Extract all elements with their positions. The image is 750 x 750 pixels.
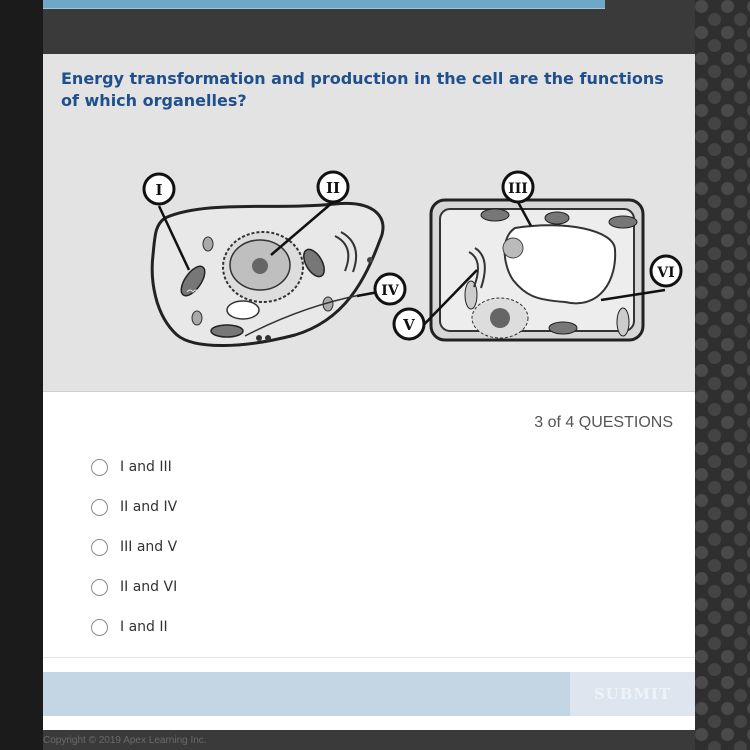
radio-button[interactable]	[91, 619, 108, 636]
label-i	[144, 174, 174, 204]
answer-option[interactable]	[91, 487, 177, 527]
svg-text:II: II	[325, 179, 341, 197]
svg-text:VI: VI	[657, 265, 675, 281]
cell-diagram	[95, 170, 675, 350]
top-progress-bar	[43, 0, 605, 9]
answer-option-label: I and III	[120, 459, 172, 475]
patterned-background	[695, 0, 750, 750]
answer-options	[91, 447, 177, 647]
label-vi	[651, 256, 681, 286]
label-iv	[375, 274, 405, 304]
answer-option[interactable]	[91, 527, 177, 567]
answer-option[interactable]	[91, 607, 177, 647]
answer-option-label: II and IV	[120, 499, 178, 515]
question-header	[43, 54, 695, 392]
svg-text:III: III	[508, 181, 528, 197]
radio-button[interactable]	[91, 579, 108, 596]
label-iii	[503, 172, 533, 202]
svg-text:V: V	[403, 316, 415, 334]
copyright-text: Copyright © 2019 Apex Learning Inc.	[43, 735, 207, 746]
answer-option-label: I and II	[120, 619, 168, 635]
question-text: Energy transformation and production in the cell are the functions of which organelles?	[61, 69, 664, 110]
answer-option-label: III and V	[120, 539, 178, 555]
radio-button[interactable]	[91, 499, 108, 516]
label-v	[394, 309, 424, 339]
radio-button[interactable]	[91, 459, 108, 476]
plant-cell	[431, 200, 643, 340]
animal-cell	[152, 203, 383, 345]
question-card	[43, 54, 695, 730]
left-background	[0, 0, 43, 750]
question-counter: 3 of 4 QUESTIONS	[534, 414, 673, 431]
label-ii	[318, 172, 348, 202]
answer-option[interactable]	[91, 567, 177, 607]
submit-button[interactable]: SUBMIT	[570, 672, 695, 716]
answer-option-label: II and VI	[120, 579, 178, 595]
answer-option[interactable]	[91, 447, 177, 487]
radio-button[interactable]	[91, 539, 108, 556]
svg-text:I: I	[155, 181, 163, 199]
svg-text:IV: IV	[381, 283, 399, 299]
divider	[43, 657, 695, 658]
